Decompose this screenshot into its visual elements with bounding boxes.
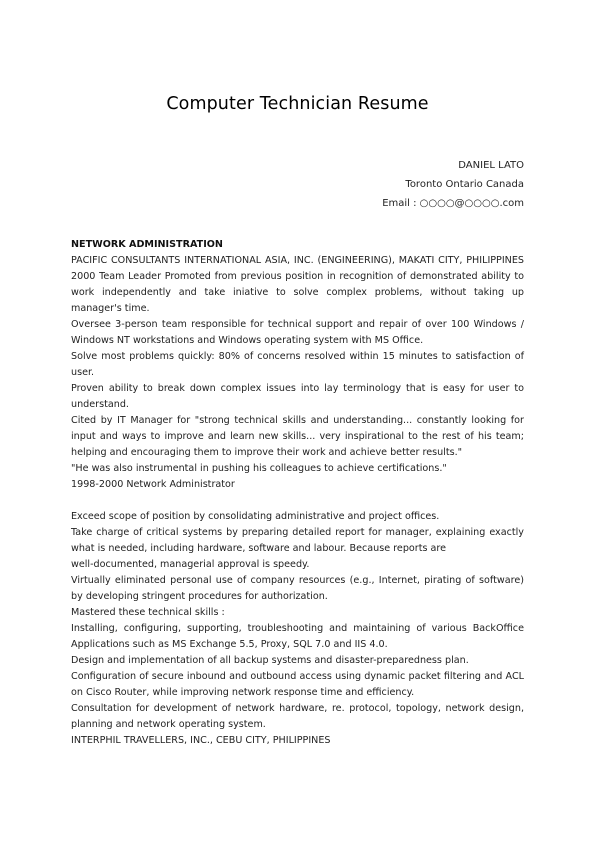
paragraph: Oversee 3-person team responsible for technical support and repair of over 100 Windows / Windows NT workstations and Windows operating system with MS Office. [71,319,524,346]
paragraph: Cited by IT Manager for "strong technical skills and understanding... constantly looking for input and ways to improve and learn new skills... very inspirational to the rest of his team; helping and encouraging them to improve their work and achieve better results." [71,415,524,458]
paragraph: Configuration of secure inbound and outbound access using dynamic packet filtering and ACL on Cisco Router, while improving network response time and efficiency. [71,671,524,698]
contact-location: Toronto Ontario Canada [405,179,524,190]
paragraph: "He was also instrumental in pushing his colleagues to achieve certifications." [71,463,447,474]
paragraph: Consultation for development of network hardware, re. protocol, topology, network design, planning and network operating system. [71,703,524,730]
paragraph: Take charge of critical systems by preparing detailed report for manager, explaining exactly what is needed, including hardware, software and labour. Because reports are [71,527,524,554]
document-title: Computer Technician Resume [166,94,429,114]
contact-block [382,156,524,213]
paragraph: Exceed scope of position by consolidating administrative and project offices. [71,511,440,522]
paragraph: well-documented, managerial approval is speedy. [71,559,310,570]
paragraph: Virtually eliminated personal use of company resources (e.g., Internet, pirating of software) by developing stringent procedures for authorization. [71,575,524,602]
contact-name: DANIEL LATO [458,160,524,171]
contact-email: Email : ○○○○@○○○○.com [382,198,524,209]
section-heading: NETWORK ADMINISTRATION [71,239,223,250]
paragraph: Proven ability to break down complex issues into lay terminology that is easy for user to understand. [71,383,524,410]
paragraph: 1998-2000 Network Administrator [71,479,235,490]
paragraph-gap [71,493,524,509]
paragraph: Solve most problems quickly: 80% of concerns resolved within 15 minutes to satisfaction of user. [71,351,524,378]
paragraph: INTERPHIL TRAVELLERS, INC., CEBU CITY, PHILIPPINES [71,735,331,746]
paragraph: Installing, configuring, supporting, troubleshooting and maintaining of various BackOffice Applications such as MS Exchange 5.5, Proxy, SQL 7.0 and IIS 4.0. [71,623,524,650]
paragraph: Design and implementation of all backup systems and disaster-preparedness plan. [71,655,469,666]
paragraph: Mastered these technical skills : [71,607,225,618]
resume-body [71,237,524,749]
paragraph: PACIFIC CONSULTANTS INTERNATIONAL ASIA, INC. (ENGINEERING), MAKATI CITY, PHILIPPINES 2000 Team Leader Promoted from previous position in recognition of demonstrated ability to work independently and take iniative to solve complex problems, without taking up manager's time. [71,255,524,314]
